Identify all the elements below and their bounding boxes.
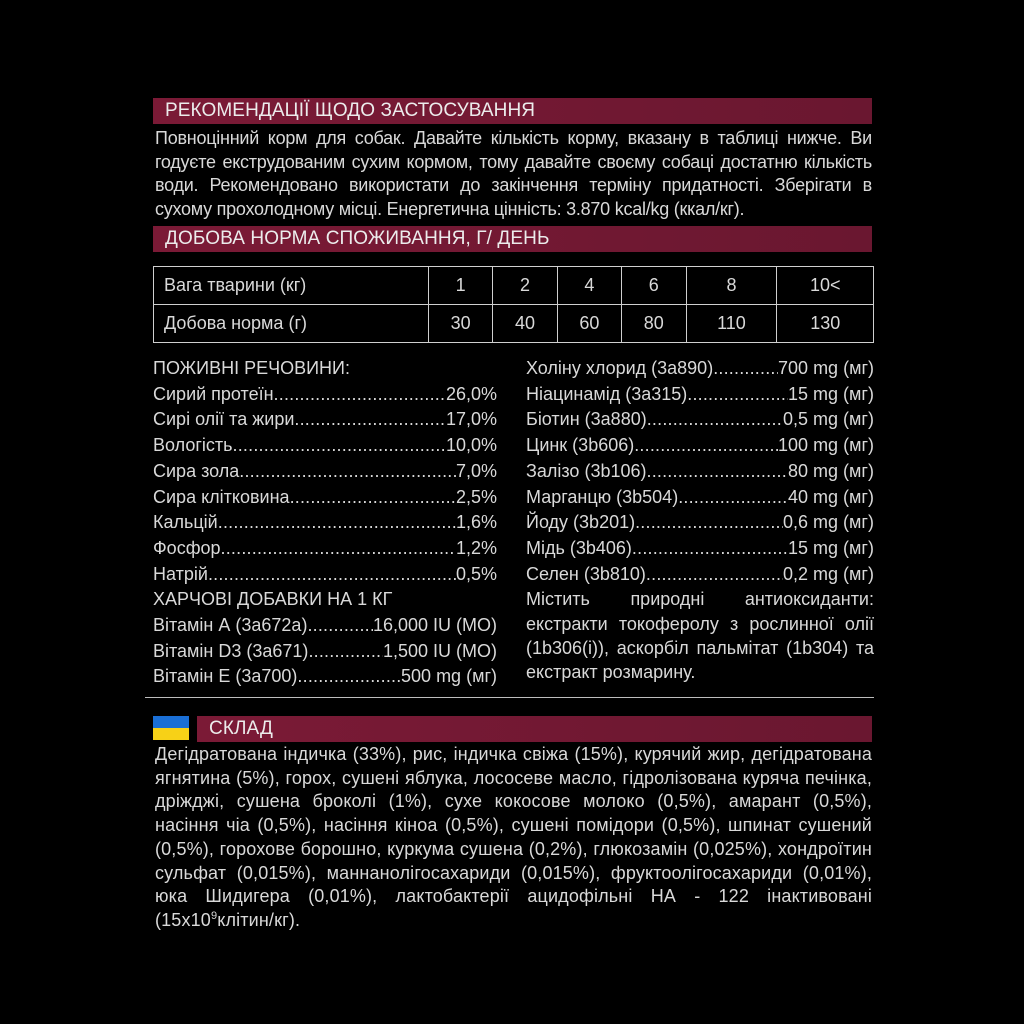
composition-exponent: 9 [210, 909, 218, 922]
ukraine-flag-icon [153, 716, 189, 740]
nutrient-row [153, 485, 497, 511]
dot-leader [221, 536, 456, 562]
nutrient-value: 0,2 mg (мг) [783, 563, 874, 584]
table-cell: 6 [622, 267, 686, 305]
nutrient-row [526, 382, 874, 408]
table-cell: 30 [429, 305, 493, 343]
dot-leader [635, 510, 783, 536]
nutrient-value: 1,2% [455, 537, 497, 558]
dot-leader [632, 536, 788, 562]
nutrient-value: 16,000 IU (MO) [372, 615, 497, 636]
dot-leader [208, 562, 456, 588]
nutrient-row [153, 407, 497, 433]
nutrient-row [153, 562, 497, 588]
dot-leader [307, 613, 373, 639]
nutrient-value: 0,5 mg (мг) [783, 409, 874, 430]
nutrient-name: Кальцій [153, 512, 218, 533]
nutrient-name: Марганцю (3b504) [526, 486, 679, 507]
dot-leader [687, 382, 788, 408]
recommendations-text: Повноцінний корм для собак. Давайте кількість корму, вказану в таблиці нижче. Ви годуєте екструдованим сухим кормом, тому давайте своєму собаці достатню кількість води. Рекомендовано використати до закінчення терміну придатності. Зберігати в сухому прохолодному місці. Енергетична цінність: 3.870 kcal/kg (ккал/кг). [155, 128, 872, 220]
nutrient-value: 15 mg (мг) [788, 383, 874, 404]
nutrient-row [153, 639, 497, 665]
table-cell: 2 [493, 267, 557, 305]
dot-leader [647, 459, 789, 485]
nutrient-name: Ніацинамід (3a315) [526, 383, 688, 404]
composition-end: клітин/кг). [217, 909, 301, 930]
dot-leader [646, 562, 783, 588]
table-cell: 130 [777, 305, 874, 343]
nutrient-value: 7,0% [455, 460, 497, 481]
dot-leader [713, 356, 778, 382]
nutrient-list [153, 382, 497, 588]
nutrient-value: 26,0% [445, 383, 497, 404]
nutrient-row [526, 536, 874, 562]
composition-heading: СКЛАД [197, 716, 872, 742]
dot-leader [294, 407, 446, 433]
nutrient-name: Фосфор [153, 537, 221, 558]
nutrient-value: 17,0% [445, 409, 497, 430]
dot-leader [218, 510, 456, 536]
table-cell: 80 [622, 305, 686, 343]
nutrient-row [153, 664, 497, 690]
table-cell: 110 [686, 305, 777, 343]
nutrient-name: Вітамін D3 (3a671) [153, 640, 309, 661]
nutrient-row [153, 536, 497, 562]
table-row [154, 305, 874, 343]
nutrient-row [526, 433, 874, 459]
daily-norm-label: Добова норма (г) [154, 305, 429, 343]
table-cell: 10< [777, 267, 874, 305]
nutrient-name: Вітамін А (3a672a) [153, 615, 308, 636]
table-cell: 40 [493, 305, 557, 343]
nutrients-right-column [526, 356, 874, 685]
nutrient-row [526, 356, 874, 382]
nutrient-name: Селен (3b810) [526, 563, 646, 584]
nutrients-left-column [153, 356, 497, 690]
dot-leader [239, 459, 456, 485]
additives-heading: ХАРЧОВІ ДОБАВКИ НА 1 КГ [153, 589, 393, 610]
nutrient-row [526, 485, 874, 511]
nutrient-value: 1,500 IU (MO) [382, 640, 497, 661]
nutrient-value: 100 mg (мг) [778, 435, 874, 456]
additive-list [153, 613, 497, 690]
nutrient-row [153, 382, 497, 408]
nutrient-value: 500 mg (мг) [401, 666, 497, 687]
daily-norm-heading: ДОБОВА НОРМА СПОЖИВАННЯ, Г/ ДЕНЬ [153, 226, 872, 252]
nutrient-name: Мідь (3b406) [526, 537, 632, 558]
dot-leader [290, 485, 456, 511]
table-cell: 1 [429, 267, 493, 305]
nutrient-name: Сира зола [153, 460, 240, 481]
nutrient-value: 10,0% [445, 435, 497, 456]
weight-label: Вага тварини (кг) [154, 267, 429, 305]
table-cell: 60 [557, 305, 621, 343]
nutrient-value: 80 mg (мг) [788, 460, 874, 481]
table-cell: 8 [686, 267, 777, 305]
nutrient-value: 2,5% [455, 486, 497, 507]
dot-leader [647, 407, 783, 433]
table-row [154, 267, 874, 305]
nutrient-name: Залізо (3b106) [526, 460, 647, 481]
nutrient-value: 0,6 mg (мг) [783, 512, 874, 533]
nutrients-heading: ПОЖИВНІ РЕЧОВИНИ: [153, 358, 350, 378]
dot-leader [308, 639, 383, 665]
nutrient-row [526, 459, 874, 485]
nutrient-row [153, 459, 497, 485]
section-divider [145, 697, 874, 698]
nutrient-value: 1,6% [455, 512, 497, 533]
nutrient-name: Холіну хлорид (3a890) [526, 358, 714, 378]
nutrient-name: Йоду (3b201) [526, 512, 636, 533]
recommendations-heading: РЕКОМЕНДАЦІЇ ЩОДО ЗАСТОСУВАННЯ [153, 98, 872, 124]
nutrient-row [153, 433, 497, 459]
antioxidants-text: Містить природні антиоксиданти: екстракти токоферолу з рослинної олії (1b306(i)), аскорбіл пальмітат (1b304) та екстракт розмарину. [526, 589, 874, 683]
dot-leader [678, 485, 788, 511]
nutrient-name: Сира клітковина [153, 486, 290, 507]
nutrient-name: Вологість [153, 435, 233, 456]
dot-leader [634, 433, 778, 459]
dot-leader [233, 433, 446, 459]
table-cell: 4 [557, 267, 621, 305]
nutrient-value: 0,5% [455, 563, 497, 584]
nutrient-name: Натрій [153, 563, 208, 584]
daily-norm-table [153, 266, 874, 343]
composition-body: Дегідратована індичка (33%), рис, індичка свіжа (15%), курячий жир, дегідратована ягнятина (5%), горох, сушені яблука, лососеве масло, гідролізована куряча печінка, дріжджі, сушена броколі (1%), сухе кокосове молоко (0,5%), амарант (0,5%), насіння чіа (0,5%), насіння кіноа (0,5%), сушені помідори (0,5%), шпинат сушений (0,5%), горохове борошно, куркума сушена (0,2%), глюкозамін (0,025%), хондроїтин сульфат (0,015%), маннанолігосахариди (0,015%), фруктоолігосахариди (0,01%), юка Шидигера (0,01%), лактобактерії ацидофільні НА - 122 інактивовані (15х10 [155, 744, 872, 930]
nutrient-name: Вітамін Е (3a700) [153, 666, 298, 687]
nutrient-row [526, 562, 874, 588]
nutrient-value: 40 mg (мг) [788, 486, 874, 507]
nutrient-name: Сирі олії та жири [153, 409, 295, 430]
dot-leader [274, 382, 446, 408]
nutrient-name: Сирий протеїн [153, 383, 274, 404]
nutrient-value: 15 mg (мг) [788, 537, 874, 558]
nutrient-row [153, 613, 497, 639]
nutrient-value: 700 mg (мг) [778, 358, 874, 378]
nutrient-row [526, 407, 874, 433]
dot-leader [297, 664, 401, 690]
additive-list-right [526, 356, 874, 587]
nutrient-row [526, 510, 874, 536]
nutrient-name: Біотин (3a880) [526, 409, 647, 430]
nutrient-row [153, 510, 497, 536]
composition-text [155, 743, 872, 933]
nutrient-name: Цинк (3b606) [526, 435, 635, 456]
